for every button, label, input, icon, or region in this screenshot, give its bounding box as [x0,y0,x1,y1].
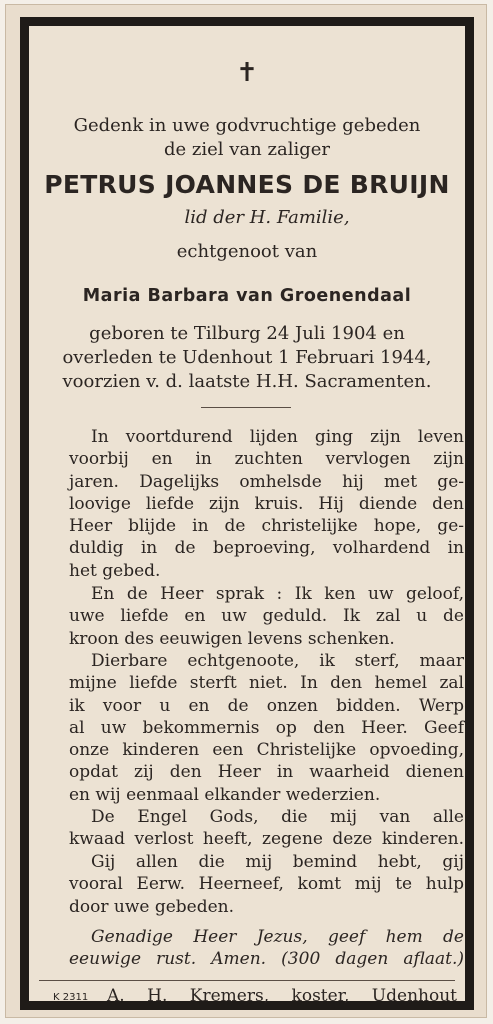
membership-line: lid der H. Familie, [184,207,350,228]
deceased-name: PETRUS JOANNES DE BRUIJN [44,170,450,199]
text-line: vooral Eerw. Heerneef, komt mij te hulp [69,874,464,895]
spouse-intro: echtgenoot van [176,241,318,262]
text-line: uwe liefde en uw geduld. Ik zal u de [69,606,464,627]
spouse-name: Maria Barbara van Groenendaal [82,286,412,306]
text-line: opdat zij den Heer in waarheid dienen [69,762,464,783]
printer-name: A. H. Kremers, koster, Udenhout [107,986,457,1006]
text-line: ik voor u en de onzen bidden. Werp [69,695,464,716]
closing-prayer [69,926,464,971]
paragraph-3 [69,650,464,806]
black-border-frame [20,17,474,1010]
text-line: door uwe gebeden. [69,896,235,917]
text-line: onze kinderen een Christelijke opvoeding, [69,740,464,761]
text-line: jaren. Dagelijks omhelsde hij met ge- [69,471,464,492]
cross-icon: ✝ [236,58,258,88]
text-line: eeuwige rust. Amen. (300 dagen aflaat.) [69,949,464,970]
born-line: geboren te Tilburg 24 Juli 1904 en [89,323,405,344]
card-content [29,26,465,1006]
text-line: kwaad verlost heeft, zegene deze kinderen. [69,829,464,850]
died-line: overleden te Udenhout 1 Februari 1944, [62,347,432,368]
text-line: Heer blijde in de christelijke hope, ge- [69,516,464,537]
text-line: De Engel Gods, die mij van alle [91,807,464,827]
text-line: duldig in de beproeving, volhardend in [69,538,464,559]
printer-footer [53,986,457,1008]
text-line: Genadige Heer Jezus, geef hem de [91,927,464,947]
sacraments-line: voorzien v. d. laatste H.H. Sacramenten. [62,371,432,392]
paragraph-2 [69,583,464,650]
text-line: Dierbare echtgenoote, ik sterf, maar [91,651,464,671]
text-line: voorbij en in zuchten vervlogen zijn [69,449,464,470]
intro-line-1: Gedenk in uwe godvruchtige gebeden [73,115,421,136]
text-line: loovige liefde zijn kruis. Hij diende den [69,493,464,514]
section-divider [201,407,291,408]
text-line: In voortdurend lijden ging zijn leven [91,427,464,447]
text-line: En de Heer sprak : Ik ken uw geloof, [91,584,464,604]
text-line: al uw bekommernis op den Heer. Geef [69,717,464,738]
paragraph-1 [69,426,464,582]
text-line: het gebed. [69,560,161,581]
text-line: Gij allen die mij bemind hebt, gij [91,852,464,872]
text-line: kroon des eeuwigen levens schenken. [69,628,395,649]
intro-line-2: de ziel van zaliger [164,139,330,160]
memorial-card [5,4,487,1018]
text-line: mijne liefde sterft niet. In den hemel zal [69,673,464,694]
print-code: K 2311 [53,992,89,1003]
text-line: en wij eenmaal elkander wederzien. [69,784,381,805]
footer-divider [39,980,455,981]
paragraph-5 [69,851,464,918]
paragraph-4 [69,806,464,851]
